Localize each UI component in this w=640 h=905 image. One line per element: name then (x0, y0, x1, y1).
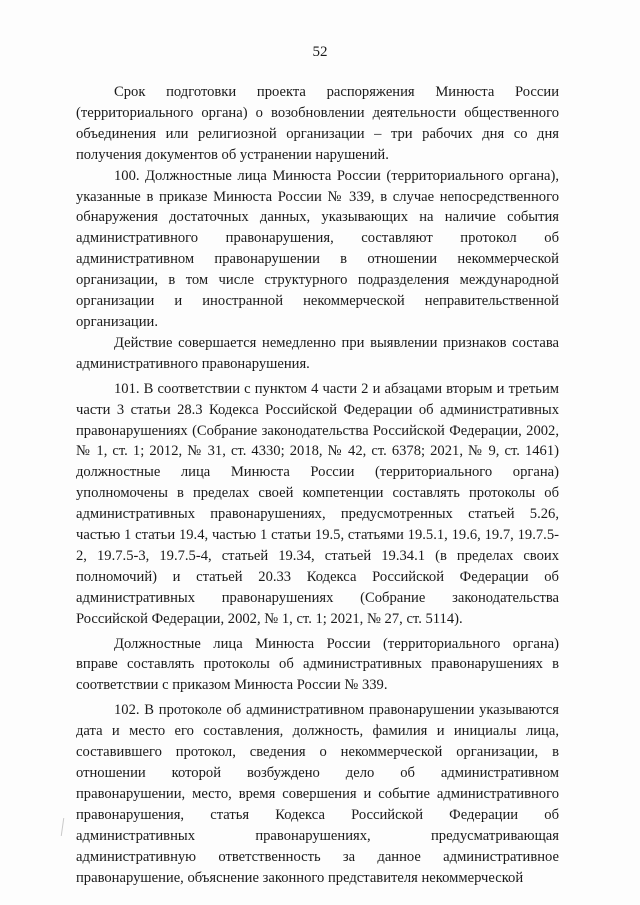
paragraph-action: Действие совершается немедленно при выявлении признаков состава административного правонарушения. (76, 334, 559, 372)
paragraph-100: 100. Должностные лица Минюста России (территориального органа), указанные в приказе Минюста России № 339, в случае непосредственного обнаружения достаточных данных, указывающих на наличие события административного правонарушения, составляют протокол об административном правонарушении в отношении некоммерческой организации, в том числе структурного подразделения международной организации и иностранной некоммерческой неправительственной организации. (76, 167, 559, 330)
paragraph-deadline: Срок подготовки проекта распоряжения Минюста России (территориального органа) о возобновлении деятельности общественного объединения или религиозной организации – три рабочих дня со дня получения документов об устранении нарушений. (76, 84, 559, 163)
scan-artifact (61, 818, 64, 836)
paragraph-102: 102. В протоколе об административном правонарушении указываются дата и место его составления, должность, фамилия и инициалы лица, составившего протокол, сведения о некоммерческой организации, в отношении которой возбуждено дело об административном правонарушении, место, время совершения и событие административного правонарушения, статья Кодекса Российской Федерации об административных правонарушениях, предусматривающая административную ответственность за данное административное правонарушение, объяснение законного представителя некоммерческой (76, 702, 559, 886)
paragraph-officials: Должностные лица Минюста России (территориального органа) вправе составлять протоколы об административных правонарушениях в соответствии с приказом Минюста России № 339. (76, 635, 559, 694)
paragraph-101: 101. В соответствии с пунктом 4 части 2 и абзацами вторым и третьим части 3 статьи 28.3 Кодекса Российской Федерации об административных правонарушениях (Собрание законодательства Российской Федерации, 2002, № 1, ст. 1; 2012, № 31, ст. 4330; 2018, № 42, ст. 6378; 2021, № 9, ст. 1461) должностные лица Минюста России (территориального органа) уполномочены в пределах своей компетенции составлять протоколы об административных правонарушениях, предусмотренных статьей 5.26, частью 1 статьи 19.4, частью 1 статьи 19.5, статьями 19.5.1, 19.6, 19.7, 19.7.5-2, 19.7.5-3, 19.7.5-4, статьей 19.34, статьей 19.34.1 (в пределах своих полномочий) и статьей 20.33 Кодекса Российской Федерации об административных правонарушениях (Собрание законодательства Российской Федерации, 2002, № 1, ст. 1; 2021, № 27, ст. 5114). (76, 380, 559, 627)
page-number: 52 (312, 44, 328, 60)
document-body (76, 82, 559, 888)
